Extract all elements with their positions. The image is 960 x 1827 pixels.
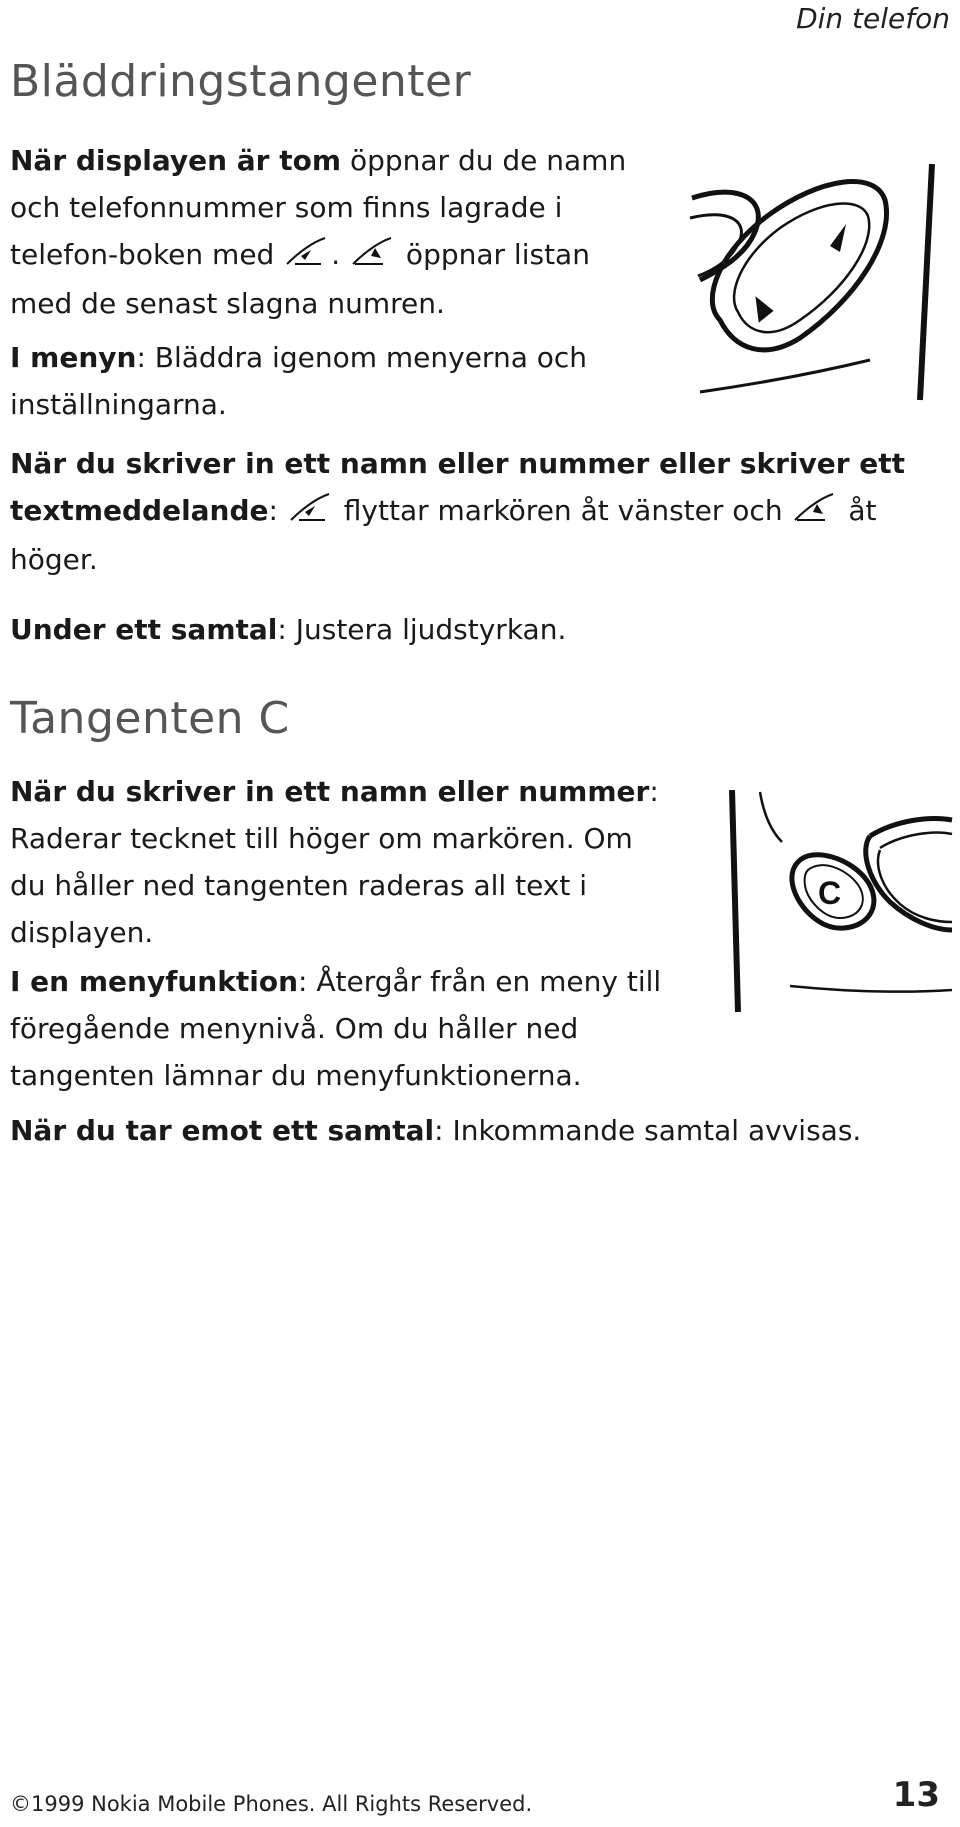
call-label: Under ett samtal (10, 613, 278, 646)
page-number: 13 (892, 1775, 940, 1815)
c-call-label: När du tar emot ett samtal (10, 1114, 435, 1147)
c-menu-label: I en menyfunktion (10, 965, 299, 998)
c-key-label: C (818, 875, 842, 911)
scroll-keys-heading: Bläddringstangenter (10, 56, 472, 107)
scroll-down-key-icon (285, 233, 329, 280)
c-paragraph-writing: När du skriver in ett namn eller nummer: Raderar tecknet till höger om markören. Om du håller ned tangenten raderas all text i displayen. (10, 775, 659, 949)
scroll-paragraph-call: Under ett samtal: Justera ljudstyrkan. (10, 613, 567, 646)
scroll-key-illustration (680, 160, 950, 410)
menu-label: I menyn (10, 341, 137, 374)
c-key-illustration (720, 790, 955, 1015)
c-paragraph-menu: I en menyfunktion: Återgår från en meny till föregående menynivå. Om du håller ned tangenten lämnar du menyfunktionerna. (10, 965, 662, 1092)
c-paragraph-call: När du tar emot ett samtal: Inkommande samtal avvisas. (10, 1114, 862, 1147)
scroll-up-key-icon (351, 233, 395, 280)
scroll-paragraph-writing: När du skriver in ett namn eller nummer eller skriver ett textmeddelande: flyttar markören åt vänster och åt höger. (10, 447, 906, 576)
copyright-footer: ©1999 Nokia Mobile Phones. All Rights Reserved. (10, 1792, 533, 1816)
section-header: Din telefon (796, 2, 950, 35)
scroll-paragraph-idle: När displayen är tom öppnar du de namn och telefonnummer som finns lagrade i telefon-boken med . öppnar listan med de senast slagna numren. (10, 144, 627, 320)
writing-label: När du skriver in ett namn eller nummer eller skriver ett textmeddelande (10, 447, 906, 527)
c-writing-label: När du skriver in ett namn eller nummer (10, 775, 650, 808)
idle-label: När displayen är tom (10, 144, 342, 177)
c-key-heading: Tangenten C (10, 693, 290, 744)
scroll-up-key-icon (793, 489, 837, 536)
scroll-paragraph-menu: I menyn: Bläddra igenom menyerna och inställningarna. (10, 341, 588, 421)
scroll-down-key-icon (289, 489, 333, 536)
